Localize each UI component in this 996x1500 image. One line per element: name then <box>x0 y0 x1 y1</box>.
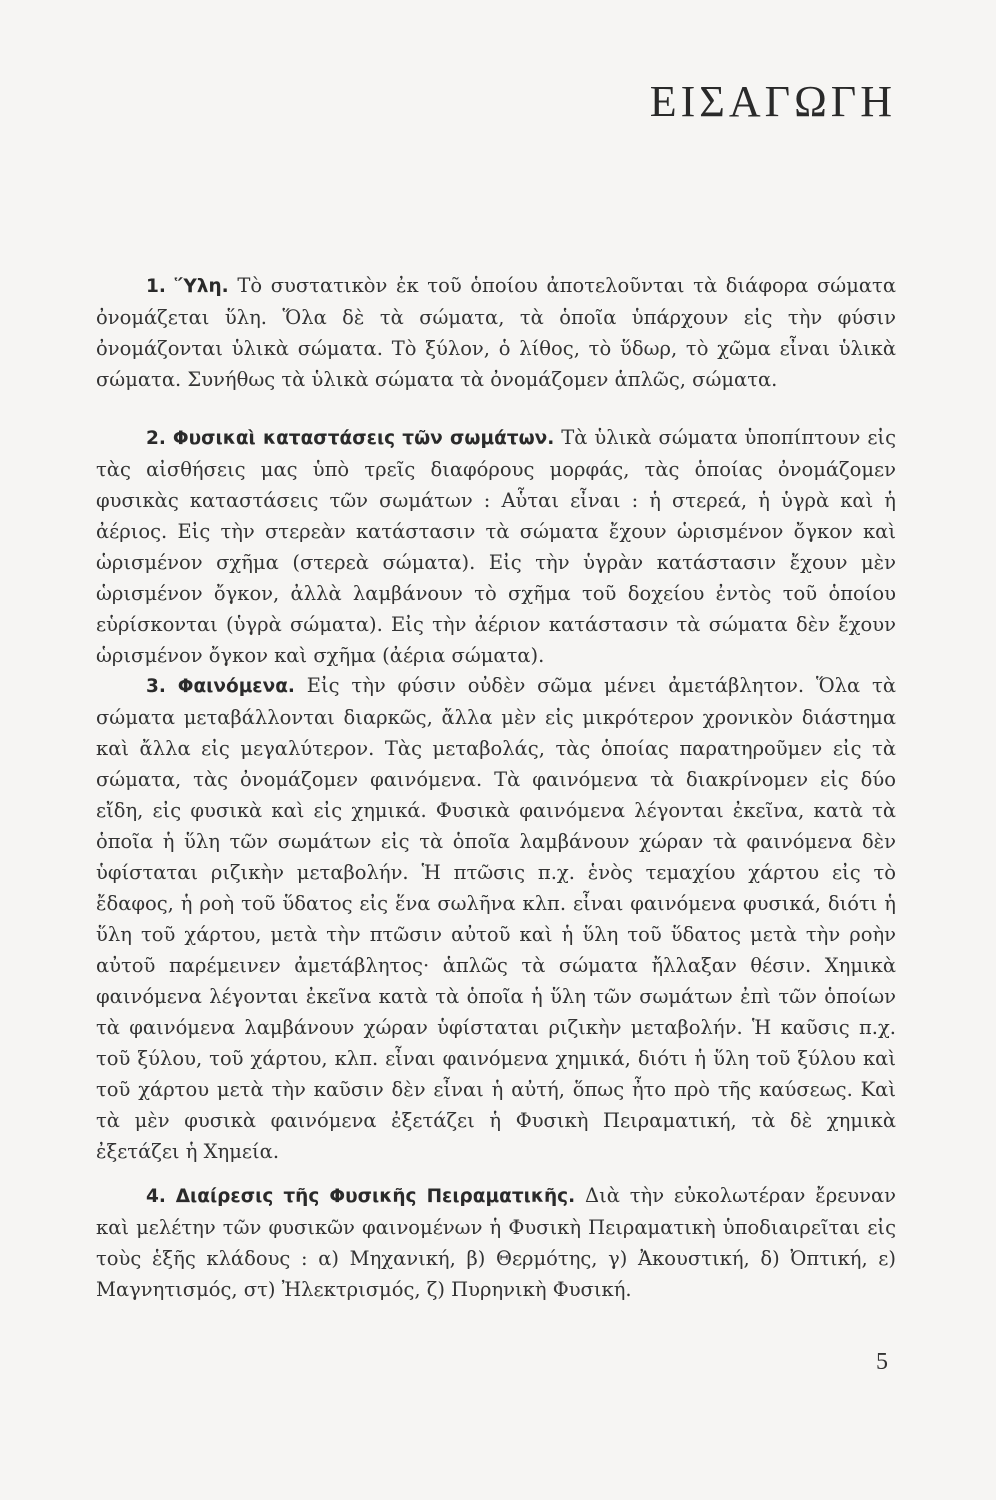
section-text: Τὸ συστατικὸν ἐκ τοῦ ὁποίου ἀποτελοῦνται τὰ διάφορα σώματα ὀνομάζεται ὕλη. Ὅλα δὲ τὰ σώματα, τὰ ὁποῖα ὑπάρχουν εἰς τὴν φύσιν ὀνομάζονται ὑλικὰ σώματα. Τὸ ξύλον, ὁ λίθος, τὸ ὕδωρ, τὸ χῶμα εἶναι ὑλικὰ σώματα. Συνήθως τὰ ὑλικὰ σώματα τὰ ὀνομάζομεν ἁπλῶς, σώματα. <box>96 274 897 391</box>
section-text: Εἰς τὴν φύσιν οὐδὲν σῶμα μένει ἀμετάβλητον. Ὅλα τὰ σώματα μεταβάλλονται διαρκῶς, ἄλλα μὲν εἰς μικρότερον χρονικὸν διάστημα καὶ ἄλλα εἰς μεγαλύτερον. Τὰς μεταβολάς, τὰς ὁποίας παρατηροῦμεν εἰς τὰ σώματα, τὰς ὀνομάζομεν φαινόμενα. Τὰ φαινόμενα τὰ διακρίνομεν εἰς δύο εἴδη, εἰς φυσικὰ καὶ εἰς χημικά. Φυσικὰ φαινόμενα λέγονται ἐκεῖνα, κατὰ τὰ ὁποῖα ἡ ὕλη τῶν σωμάτων εἰς τὰ ὁποῖα λαμβάνουν χώραν τὰ φαινόμενα δὲν ὑφίσταται ριζικὴν μεταβολήν. Ἡ πτῶσις π.χ. ἑνὸς τεμαχίου χάρτου εἰς τὸ ἔδαφος, ἡ ροὴ τοῦ ὕδατος εἰς ἕνα σωλῆνα κλπ. εἶναι φαινόμενα φυσικά, διότι ἡ ὕλη τοῦ χάρτου, μετὰ τὴν πτῶσιν αὐτοῦ καὶ ἡ ὕλη τοῦ ὕδατος μετὰ τὴν ροὴν αὐτοῦ παρέμεινεν ἀμετάβλητος· ἁπλῶς τὰ σώματα ἤλλαξαν θέσιν. Χημικὰ φαινόμενα λέγονται ἐκεῖνα κατὰ τὰ ὁποῖα ἡ ὕλη τῶν σωμάτων ἐπὶ τῶν ὁποίων τὰ φαινόμενα λαμβάνουν χώραν ὑφίσταται ριζικὴν μεταβολήν. Ἡ καῦσις π.χ. τοῦ ξύλου, τοῦ χάρτου, κλπ. εἶναι φαινόμενα χημικά, διότι ἡ ὕλη τοῦ ξύλου καὶ τοῦ χάρτου μετὰ τὴν καῦσιν δὲν εἶναι ἡ αὐτή, ὅπως ἦτο πρὸ τῆς καύσεως. Καὶ τὰ μὲν φυσικὰ φαινόμενα ἐξετάζει ἡ Φυσικὴ Πειραματική, τὰ δὲ χημικὰ ἐξετάζει ἡ Χημεία. <box>96 674 896 1163</box>
section-number: 1. <box>146 276 166 297</box>
section-number: 3. <box>146 676 166 697</box>
section-4 <box>96 1180 896 1305</box>
page-title: ΕΙΣΑΓΩΓΗ <box>649 77 896 126</box>
section-1 <box>96 270 896 395</box>
section-3 <box>96 670 896 1167</box>
section-2 <box>96 422 896 671</box>
section-heading: Διαίρεσις τῆς Φυσικῆς Πειραματικῆς. <box>175 1186 576 1207</box>
section-text: Διὰ τὴν εὐκολωτέραν ἔρευναν καὶ μελέτην τῶν φυσικῶν φαινομένων ἡ Φυσικὴ Πειραματικὴ ὑποδιαιρεῖται εἰς τοὺς ἑξῆς κλάδους : α) Μηχανική, β) Θερμότης, γ) Ἀκουστική, δ) Ὀπτική, ε) Μαγνητισμός, στ) Ἠλεκτρισμός, ζ) Πυρηνικὴ Φυσική. <box>96 1184 896 1301</box>
section-heading: Ὕλη. <box>174 276 229 297</box>
section-heading: Φαινόμενα. <box>177 676 295 697</box>
page-number: 5 <box>876 1349 888 1375</box>
section-heading: Φυσικαὶ καταστάσεις τῶν σωμάτων. <box>172 428 555 449</box>
section-text: Τὰ ὑλικὰ σώματα ὑποπίπτουν εἰς τὰς αἰσθήσεις μας ὑπὸ τρεῖς διαφόρους μορφάς, τὰς ὁποίας ὀνομάζομεν φυσικὰς καταστάσεις τῶν σωμάτων : Αὗται εἶναι : ἡ στερεά, ἡ ὑγρὰ καὶ ἡ ἀέριος. Εἰς τὴν στερεὰν κατάστασιν τὰ σώματα ἔχουν ὡρισμένον ὄγκον καὶ ὡρισμένον σχῆμα (στερεὰ σώματα). Εἰς τὴν ὑγρὰν κατάστασιν ἔχουν μὲν ὡρισμένον ὄγκον, ἀλλὰ λαμβάνουν τὸ σχῆμα τοῦ δοχείου ἐντὸς τοῦ ὁποίου εὑρίσκονται (ὑγρὰ σώματα). Εἰς τὴν ἀέριον κατάστασιν τὰ σώματα δὲν ἔχουν ὡρισμένον ὄγκον καὶ σχῆμα (ἀέρια σώματα). <box>96 426 897 667</box>
section-number: 4. <box>146 1186 166 1207</box>
section-number: 2. <box>146 428 166 449</box>
